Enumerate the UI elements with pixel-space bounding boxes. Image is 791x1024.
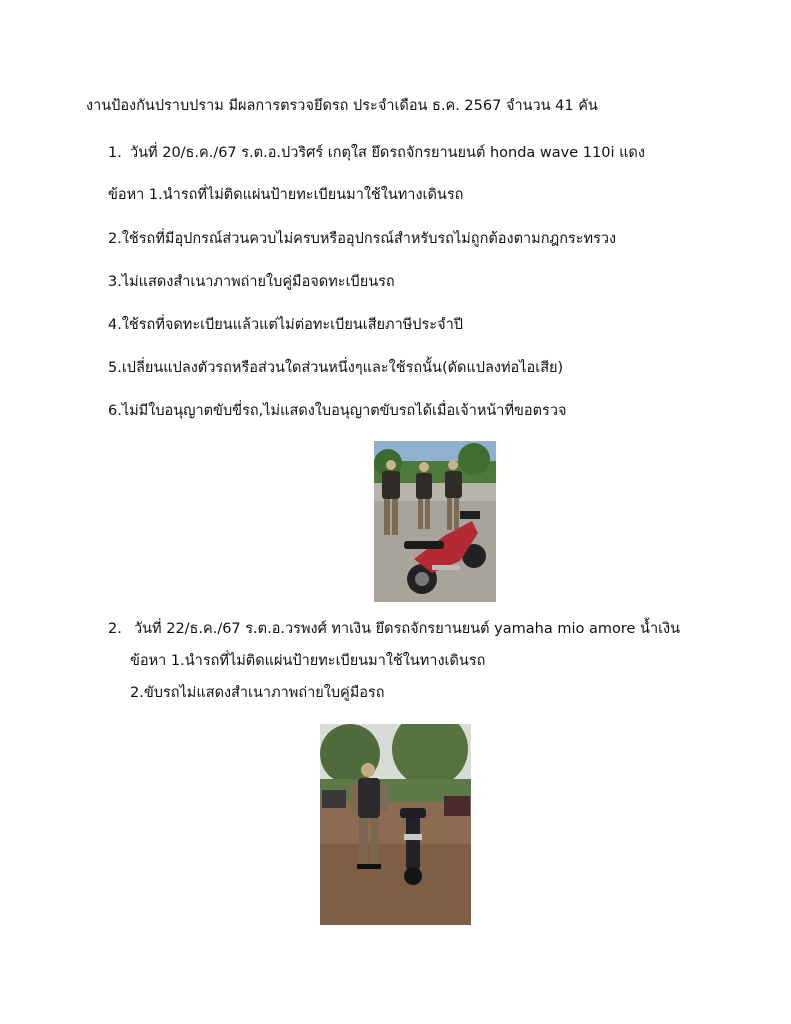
item-2-charge-1: ข้อหา 1.นำรถที่ไม่ติดแผ่นป้ายทะเบียนมาใช้ในทางเดินรถ (130, 653, 486, 669)
item-1-charge-3: 3.ไม่แสดงสำเนาภาพถ่ายใบคู่มือจดทะเบียนรถ (108, 274, 395, 290)
item-1-title: วันที่ 20/ธ.ค./67 ร.ต.อ.ปวริศร์ เกตุใส ยึดรถจักรยานยนต์ honda wave 110i แดง (130, 145, 645, 161)
item-1-charge-5: 5.เปลี่ยนแปลงตัวรถหรือส่วนใดส่วนหนึ่งๆและใช้รถนั้น(ดัดแปลงท่อไอเสีย) (108, 360, 564, 376)
item-1-number: 1. (108, 145, 122, 161)
item-1-charge-4: 4.ใช้รถที่จดทะเบียนแล้วแต่ไม่ต่อทะเบียนเสียภาษีประจำปี (108, 317, 463, 333)
item-2-title: วันที่ 22/ธ.ค./67 ร.ต.อ.วรพงศ์ ทาเงิน ยึดรถจักรยานยนต์ yamaha mio amore น้ำเงิน (134, 621, 681, 637)
item-1-photo (374, 441, 496, 602)
item-1-charge-2: 2.ใช้รถที่มีอุปกรณ์ส่วนควบไม่ครบหรืออุปกรณ์สำหรับรถไม่ถูกต้องตามกฎกระทรวง (108, 231, 617, 247)
item-2-number: 2. (108, 621, 122, 637)
item-1-charge-1: ข้อหา 1.นำรถที่ไม่ติดแผ่นป้ายทะเบียนมาใช้ในทางเดินรถ (108, 187, 464, 203)
item-2-charge-2: 2.ขับรถไม่แสดงสำเนาภาพถ่ายใบคู่มือรถ (130, 685, 385, 701)
item-2-photo (320, 724, 471, 925)
document-heading: งานป้องกันปราบปราม มีผลการตรวจยึดรถ ประจำเดือน ธ.ค. 2567 จำนวน 41 คัน (86, 98, 598, 114)
item-1-charge-6: 6.ไม่มีใบอนุญาตขับขี่รถ,ไม่แสดงใบอนุญาตขับรถได้เมื่อเจ้าหน้าที่ขอตรวจ (108, 403, 567, 419)
